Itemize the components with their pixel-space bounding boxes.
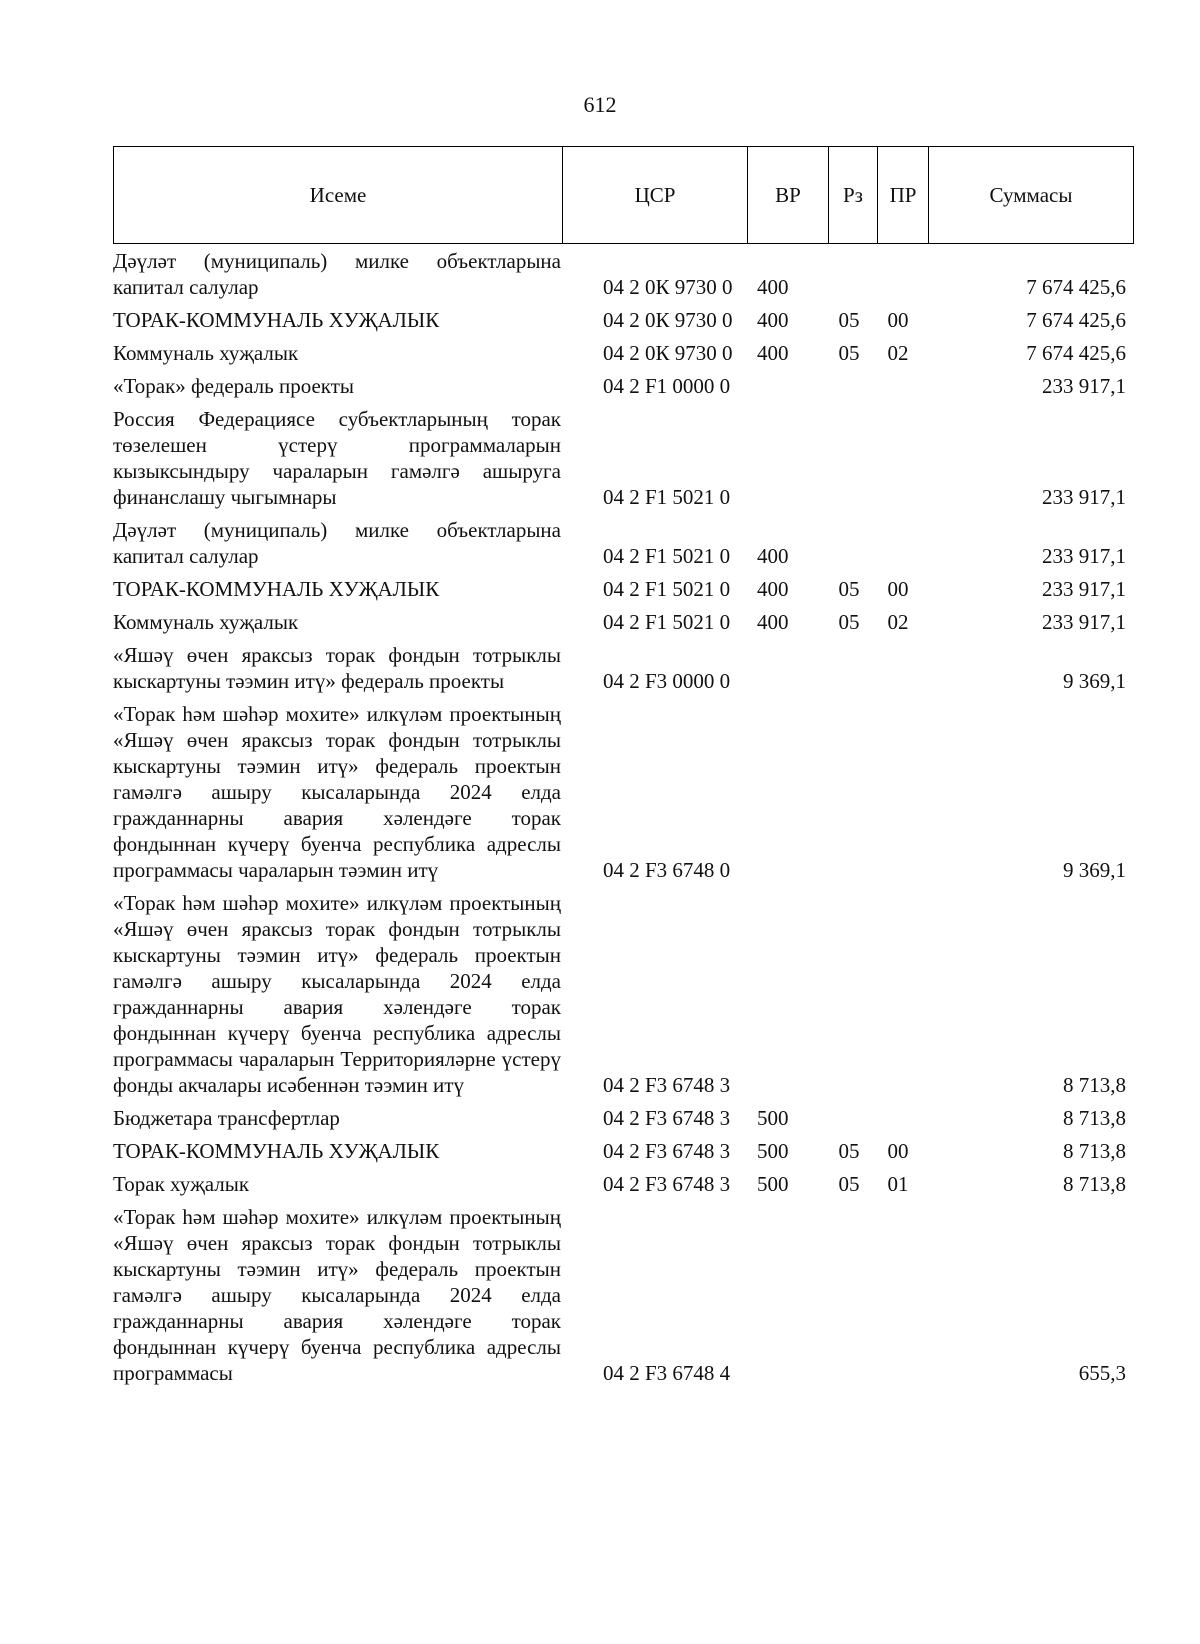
row-csr: 04 2 F3 6748 3: [603, 1172, 731, 1196]
table-row: [113, 609, 1134, 635]
table-row: [113, 406, 1134, 510]
row-name: Россия Федерациясе субъектларының торак төзелешен үстерү программаларын кызыксындыру чараларын гамәлгә ашыруга финанслашу чыгымнары: [113, 407, 561, 509]
row-sum: 233 917,1: [1042, 544, 1126, 568]
row-name: Дәүләт (муниципаль) милке объектларына капитал салулар: [113, 518, 561, 568]
row-csr: 04 2 F3 6748 0: [603, 858, 731, 882]
row-sum: 233 917,1: [1042, 374, 1126, 398]
table-row: [113, 890, 1134, 1098]
table-row: [113, 642, 1134, 694]
table-header: [113, 146, 1134, 244]
row-csr: 04 2 0К 9730 0: [603, 308, 733, 332]
row-name: «Торак» федераль проекты: [113, 374, 355, 398]
row-vr: 400: [757, 544, 789, 568]
table-row: [113, 701, 1134, 883]
row-name: «Торак һәм шәһәр мохите» илкүләм проектының «Яшәү өчен яраксыз торак фондын тотрыклы кыскартуны тәэмин итү» федераль проектын гамәлгә ашыру кысаларында 2024 елда гражданнарны авария хәлендәге торак фондыннан күчерү буенча республика адреслы программасы: [113, 1205, 561, 1385]
row-name: Коммуналь хуҗалык: [113, 341, 299, 365]
row-name: Бюджетара трансфертлар: [113, 1106, 340, 1130]
row-sum: 7 674 425,6: [1026, 308, 1126, 332]
row-rz: 05: [838, 577, 860, 601]
row-rz: 05: [838, 610, 860, 634]
row-vr: 400: [757, 610, 789, 634]
row-csr: 04 2 F1 5021 0: [603, 610, 731, 634]
row-name: «Яшәү өчен яраксыз торак фондын тотрыклы кыскартуны тәэмин итү» федераль проекты: [113, 643, 561, 693]
table-body: [113, 248, 1134, 1393]
row-csr: 04 2 F3 6748 3: [603, 1106, 731, 1130]
row-sum: 8 713,8: [1063, 1172, 1126, 1196]
row-pr: 01: [887, 1172, 909, 1196]
row-pr: 02: [887, 610, 909, 634]
row-csr: 04 2 F3 6748 3: [603, 1139, 731, 1163]
row-pr: 00: [887, 577, 909, 601]
row-sum: 7 674 425,6: [1026, 275, 1126, 299]
row-rz: 05: [838, 1139, 860, 1163]
row-csr: 04 2 F3 6748 4: [603, 1361, 731, 1385]
row-name: Дәүләт (муниципаль) милке объектларына капитал салулар: [113, 249, 561, 299]
row-sum: 7 674 425,6: [1026, 341, 1126, 365]
header-sum: Суммасы: [929, 147, 1134, 244]
row-csr: 04 2 F1 5021 0: [603, 544, 731, 568]
row-name: ТОРАК-КОММУНАЛЬ ХУҖАЛЫК: [113, 1139, 440, 1163]
page-number: 612: [583, 92, 617, 117]
row-vr: 500: [757, 1106, 789, 1130]
row-rz: 05: [838, 341, 860, 365]
table-row: [113, 517, 1134, 569]
row-pr: 00: [887, 308, 909, 332]
row-csr: 04 2 0К 9730 0: [603, 275, 733, 299]
table-row: [113, 576, 1134, 602]
header-rz: Рз: [829, 147, 878, 244]
row-sum: 8 713,8: [1063, 1139, 1126, 1163]
header-name: Исеме: [114, 147, 563, 244]
row-csr: 04 2 F1 5021 0: [603, 485, 731, 509]
table-row: [113, 248, 1134, 300]
row-name: «Торак һәм шәһәр мохите» илкүләм проектының «Яшәү өчен яраксыз торак фондын тотрыклы кыскартуны тәэмин итү» федераль проектын гамәлгә ашыру кысаларында 2024 елда гражданнарны авария хәлендәге торак фондыннан күчерү буенча республика адреслы программасы чараларын тәэмин итү: [113, 702, 561, 882]
header-csr: ЦСР: [563, 147, 748, 244]
row-csr: 04 2 F3 6748 3: [603, 1073, 731, 1097]
row-vr: 400: [757, 341, 789, 365]
row-sum: 8 713,8: [1063, 1073, 1126, 1097]
row-name: «Торак һәм шәһәр мохите» илкүләм проектының «Яшәү өчен яраксыз торак фондын тотрыклы кыскартуны тәэмин итү» федераль проектын гамәлгә ашыру кысаларында 2024 елда гражданнарны авария хәлендәге торак фондыннан күчерү буенча республика адреслы программасы чараларын Территорияләрне үстерү фонды акчалары исәбеннән тәэмин итү: [113, 891, 561, 1097]
row-sum: 655,3: [1078, 1361, 1126, 1385]
row-sum: 233 917,1: [1042, 577, 1126, 601]
row-sum: 9 369,1: [1063, 669, 1126, 693]
table-row: [113, 1105, 1134, 1131]
row-pr: 02: [887, 341, 909, 365]
row-vr: 400: [757, 577, 789, 601]
row-csr: 04 2 F1 0000 0: [603, 374, 731, 398]
table-row: [113, 373, 1134, 399]
table-row: [113, 1204, 1134, 1386]
row-pr: 00: [887, 1139, 909, 1163]
row-name: Коммуналь хуҗалык: [113, 610, 299, 634]
row-sum: 233 917,1: [1042, 485, 1126, 509]
row-rz: 05: [838, 308, 860, 332]
row-name: ТОРАК-КОММУНАЛЬ ХУҖАЛЫК: [113, 308, 440, 332]
table-row: [113, 340, 1134, 366]
row-csr: 04 2 F1 5021 0: [603, 577, 731, 601]
table-row: [113, 307, 1134, 333]
header-vr: ВР: [748, 147, 829, 244]
row-sum: 9 369,1: [1063, 858, 1126, 882]
header-pr: ПР: [878, 147, 929, 244]
row-vr: 400: [757, 308, 789, 332]
row-csr: 04 2 0К 9730 0: [603, 341, 733, 365]
row-sum: 8 713,8: [1063, 1106, 1126, 1130]
row-name: Торак хуҗалык: [113, 1172, 250, 1196]
row-vr: 500: [757, 1139, 789, 1163]
row-csr: 04 2 F3 0000 0: [603, 669, 731, 693]
table-row: [113, 1171, 1134, 1197]
row-sum: 233 917,1: [1042, 610, 1126, 634]
row-vr: 500: [757, 1172, 789, 1196]
row-name: ТОРАК-КОММУНАЛЬ ХУҖАЛЫК: [113, 577, 440, 601]
row-vr: 400: [757, 275, 789, 299]
table-row: [113, 1138, 1134, 1164]
row-rz: 05: [838, 1172, 860, 1196]
